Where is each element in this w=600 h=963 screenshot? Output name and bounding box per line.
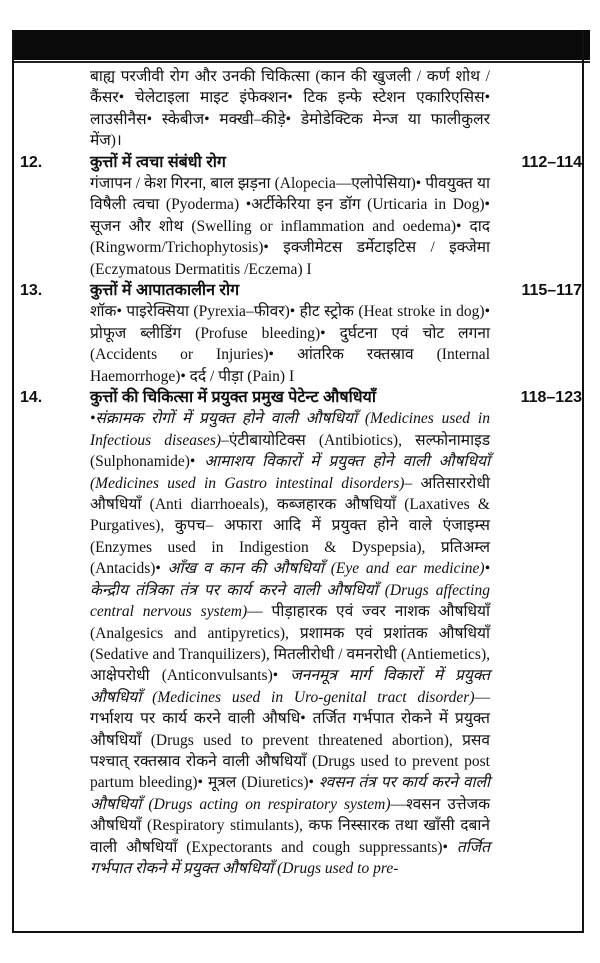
text-segment: –एंटीबायोटिक्स (Antibiotics), सल्फोनामाइड (Sulphonamide)• bbox=[90, 431, 490, 471]
entry-page-range: 112–114 bbox=[521, 153, 582, 171]
text-segment: — पीड़ाहारक एवं ज्वर नाशक औषधियाँ (Analgesics and antipyretics), प्रशामक एवं प्रशांतक औषधियाँ (Sedative and Tranquilizers), मितलीरोधी / वमनरोधी (Antiemetics), आक्षेपरोधी (Anticonvulsants)• bbox=[90, 603, 490, 685]
entry-number: 14. bbox=[20, 389, 43, 407]
text-segment: शॉक• पाइरेक्सिया (Pyrexia–फीवर)• हीट स्ट्रोक (Heat stroke in dog)• प्रोफूज ब्लीडिंग (Profuse bleeding)• दुर्घटना एवं चोट लगना (Accidents or Injuries)• आंतरिक रक्तस्राव (Internal Haemorrhoge)• दर्द / पीड़ा (Pain) I bbox=[90, 303, 490, 385]
entry-heading bbox=[14, 387, 586, 408]
entry-title: कुत्तों में त्वचा संबंधी रोग bbox=[90, 153, 226, 171]
entry-heading bbox=[14, 280, 586, 301]
italic-text-segment: श्वसन तंत्र पर कार्य करने वाली औषधियाँ (Drugs acting on respiratory system) bbox=[90, 774, 491, 813]
entry-description bbox=[90, 66, 490, 152]
text-segment: गंजापन / केश गिरना, बाल झड़ना (Alopecia—एलोपेसिया)• पीवयुक्त या विषैली त्वचा (Pyoderma) •अर्टीकेरिया इन डॉग (Urticaria in Dog)• सूजन और शोथ (Swelling or inflammation and oedema)• दाद (Ringworm/Trichophytosis)• इक्जीमेटस डर्मेटाइटिस / इक्जेमा (Eczymatous Dermatitis /Eczema) I bbox=[90, 175, 490, 278]
text-segment: —गर्भाशय पर कार्य करने वाली औषधि• तर्जित गर्भपात रोकने में प्रयुक्त औषधियाँ (Drugs used to prevent threatened abortion), प्रसव पश्चात् रक्तस्राव रोकने वाली औषधियाँ (Drugs used to prevent post partum bleeding)• मूत्रल (Diuretics)• bbox=[90, 688, 490, 792]
toc-entry bbox=[14, 152, 586, 280]
italic-text-segment: तर्जित गर्भपात रोकने में प्रयुक्त औषधियाँ (Drugs used to pre- bbox=[90, 838, 490, 877]
italic-text-segment: आँख व कान की औषधियाँ (Eye and ear medicine)• केन्द्रीय तंत्रिका तंत्र पर कार्य करने वाली औषधियाँ (Drugs affecting central nervous system) bbox=[90, 560, 490, 621]
italic-text-segment: •संक्रामक रोगों में प्रयुक्त होने वाली औषधियाँ (Medicines used in Infectious diseases) bbox=[90, 410, 490, 449]
table-of-contents bbox=[14, 66, 586, 879]
text-segment: —श्वसन उत्तेजक औषधियाँ (Respiratory stimulants), कफ निस्सारक तथा खाँसी दबाने वाली औषधियाँ (Expectorants and cough suppressants)• bbox=[90, 795, 490, 856]
entry-title: कुत्तों की चिकित्सा में प्रयुक्त प्रमुख पेटेन्ट औषधियाँ bbox=[90, 389, 376, 407]
entry-title: कुत्तों में आपातकालीन रोग bbox=[90, 282, 240, 300]
toc-continuation bbox=[14, 66, 586, 152]
toc-entry bbox=[14, 387, 586, 879]
entry-page-range: 118–123 bbox=[520, 389, 582, 407]
entry-description bbox=[90, 408, 490, 879]
text-segment: – अतिसाररोधी औषधियाँ (Anti diarrhoeals), कब्जहारक औषधियाँ (Laxatives & Purgatives), कुपच– अफारा आदि में प्रयुक्त होने वाले एंजाइम्स (Enzymes used in Indigestion & Dyspepsia), प्रतिअम्ल (Antacids)• bbox=[90, 474, 490, 578]
text-segment: बाह्य परजीवी रोग और उनकी चिकित्सा (कान की खुजली / कर्ण शोथ / कैंसर• चेलेटाइला माइट इंफेक्शन• टिक इन्फे स्टेशन एकारिएसिस• लाउसीनैस• स्केबीज• मक्खी–कीड़े• डेमोडेक्टिक मेन्ज या फालीकुलर मेंज)। bbox=[90, 68, 490, 150]
entry-page-range: 115–117 bbox=[521, 282, 582, 300]
toc-entry bbox=[14, 280, 586, 387]
entry-description bbox=[90, 173, 490, 280]
italic-text-segment: जननमूत्र मार्ग विकारों में प्रयुक्त औषधियाँ (Medicines used in Uro-genital tract disorder) bbox=[90, 667, 491, 706]
entry-heading bbox=[14, 152, 586, 173]
italic-text-segment: आमाशय विकारों में प्रयुक्त होने वाली औषधियाँ (Medicines used in Gastro intestinal disorders) bbox=[90, 453, 490, 492]
entry-description bbox=[90, 301, 490, 387]
entry-number: 13. bbox=[20, 282, 43, 300]
entry-number: 12. bbox=[20, 153, 43, 171]
